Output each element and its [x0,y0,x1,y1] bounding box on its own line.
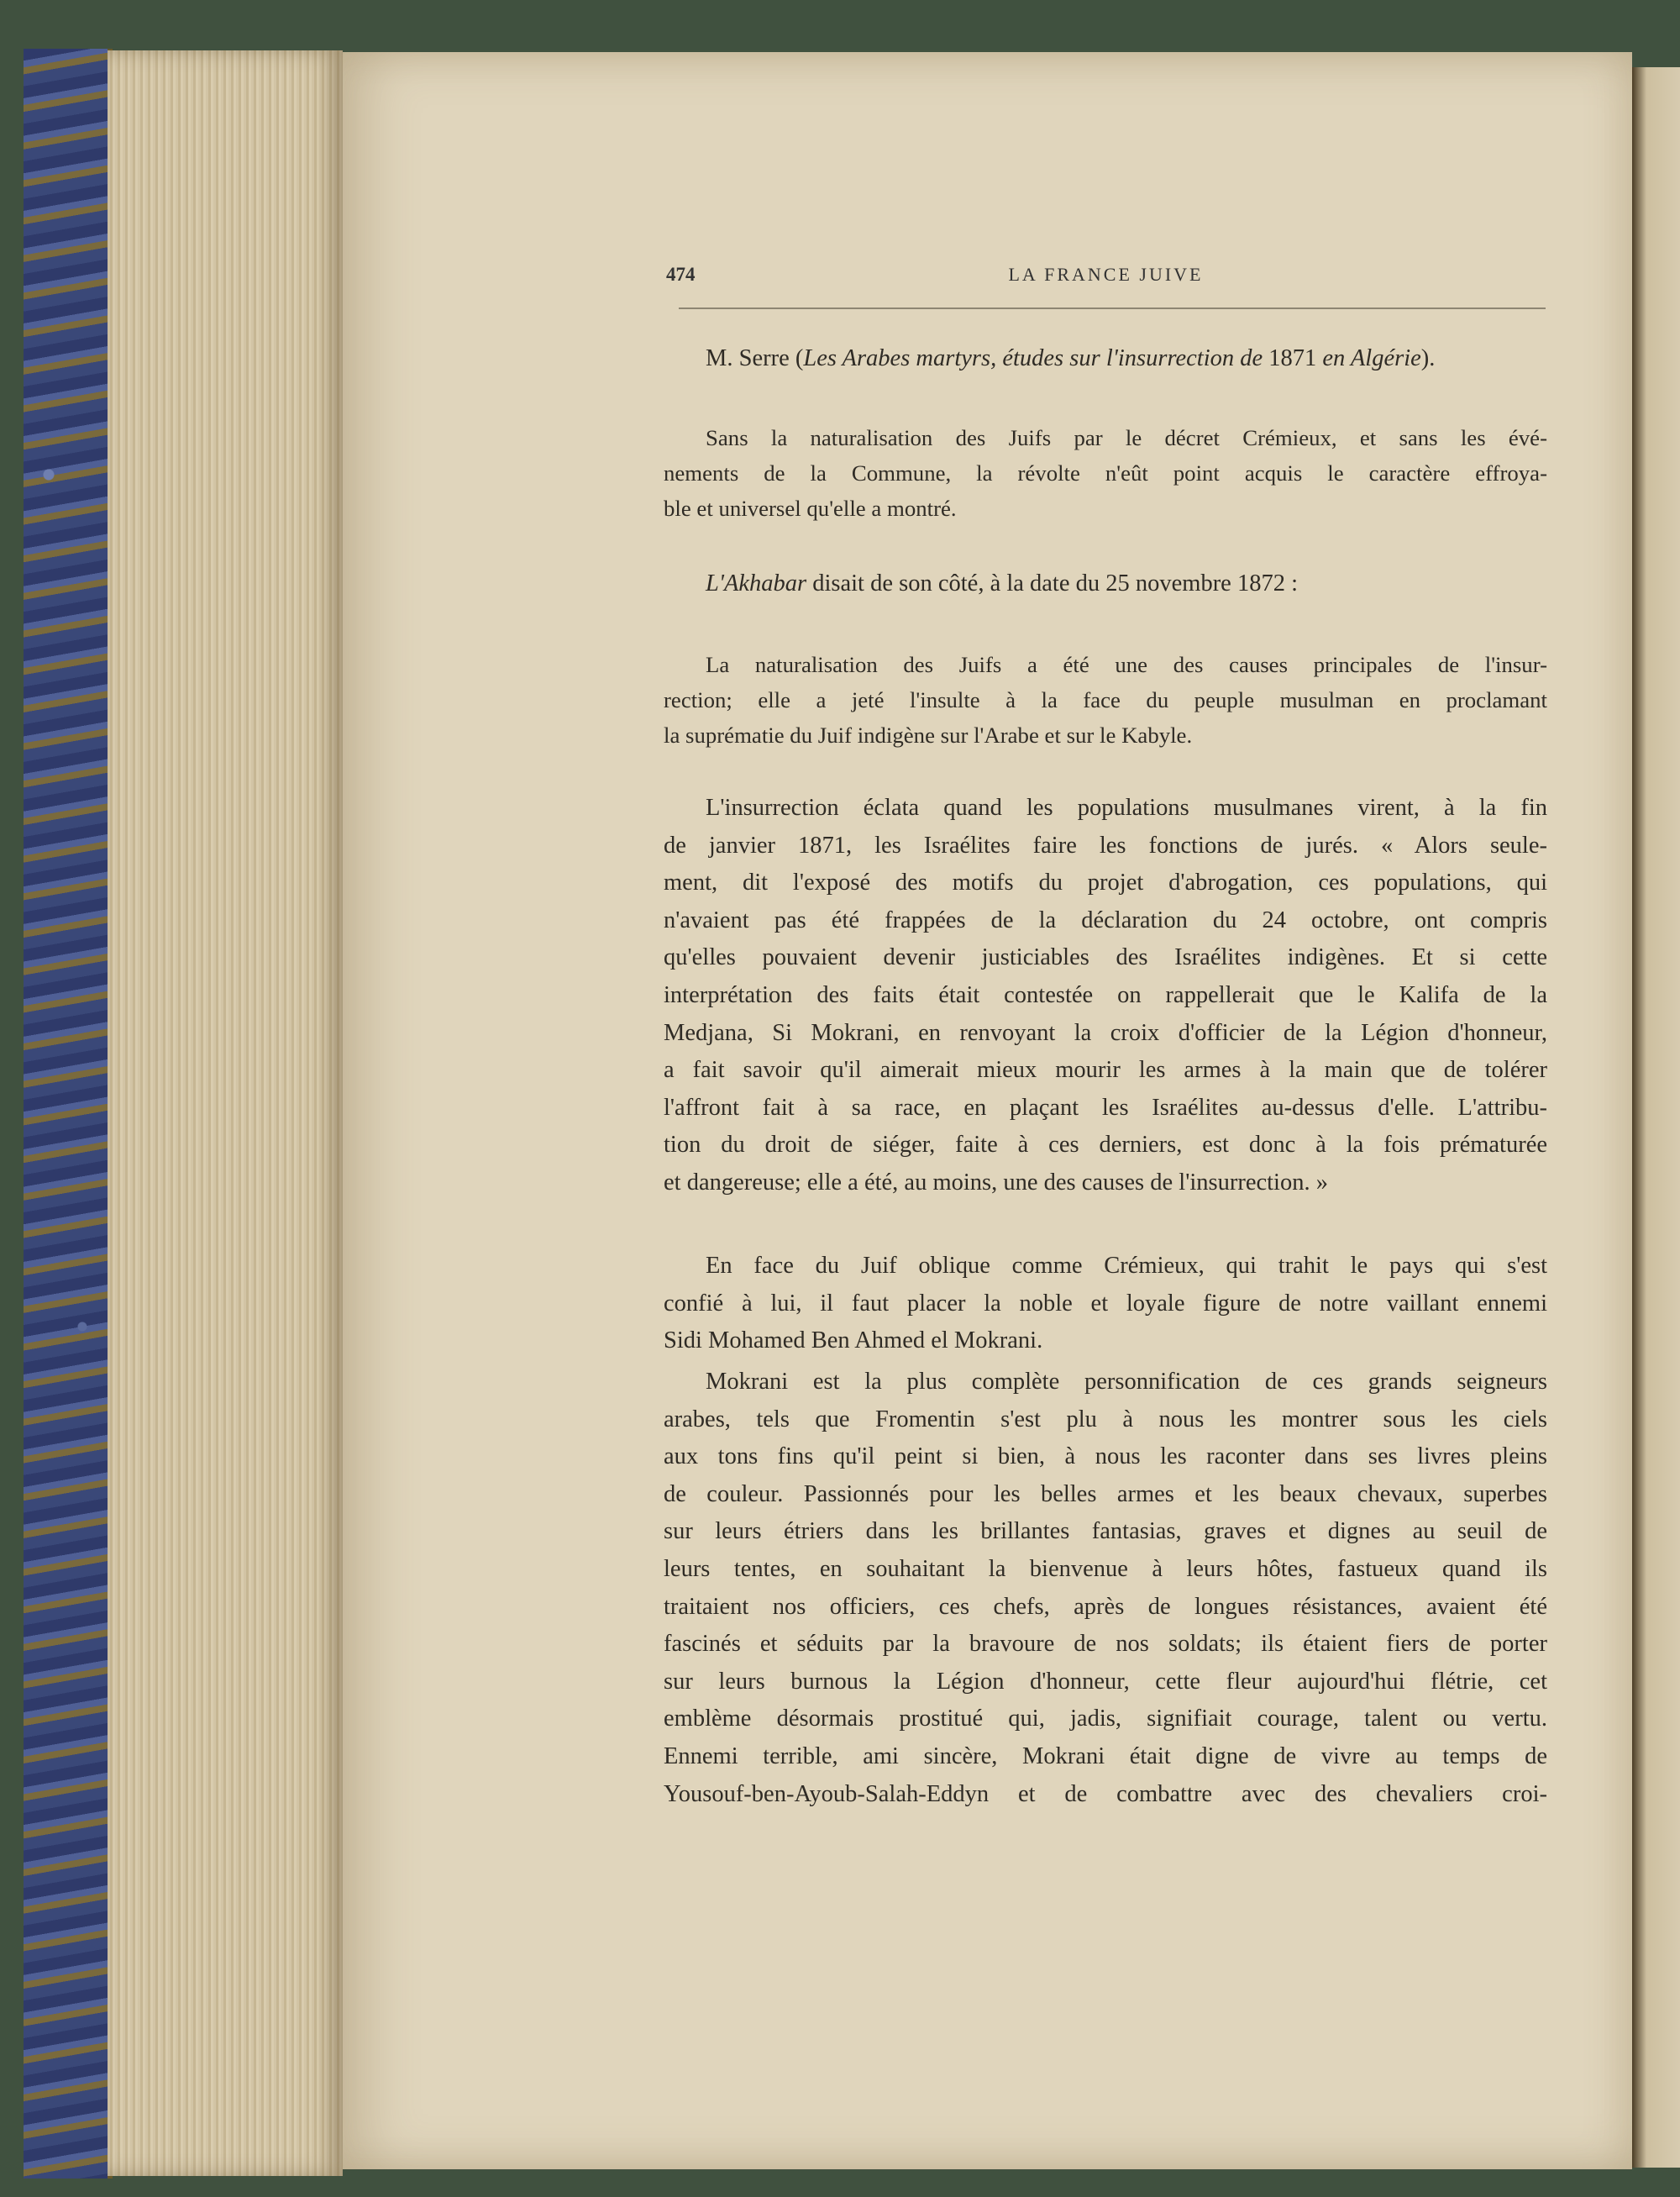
page-number: 474 [666,264,696,285]
akhabar-intro: L'Akhabar disait de son côté, à la date du 25 novembre 1872 : [706,570,1298,597]
paragraph-insurrection: L'insurrection éclata quand les populations musulmanes virent, à la fin de janvier 1871, les Israélites faire les fonctions de jurés. « Alors seule- ment, dit l'exposé des motifs du projet d'abrogation, ces populations, qui n'avaient pas été frappées de la déclaration du 24 octobre, ont compris qu'elles pouvaient devenir justiciables des Israélites indigènes. Et si cette interprétation des faits était contestée on rappellerait que le Kalifa de la Medjana, Si Mokrani, en renvoyant la croix d'officier de la Légion d'honneur, a fait savoir qu'il aimerait mieux mourir les armes à la main que de tolérer l'affront fait à sa race, en plaçant les Israélites au-dessus d'elle. L'attribu- tion du droit de siéger, faite à ces derniers, est donc à la fois prématurée et dangereuse; elle a été, au moins, une des causes de l'insurrection. » [664,795,1547,1196]
quote-akhabar: La naturalisation des Juifs a été une des causes principales de l'insur- rection; elle a jeté l'insulte à la face du peuple musulman en proclamant la suprématie du Juif indigène sur l'Arabe et sur le Kabyle. [664,652,1547,748]
page-edges [108,50,343,2176]
paragraph-cremieux: En face du Juif oblique comme Crémieux, qui trahit le pays qui s'est confié à lui, il faut placer la noble et loyale figure de notre vaillant ennemi Sidi Mohamed Ben Ahmed el Mokrani. [664,1253,1547,1354]
facing-page-edge [1632,67,1680,2168]
marbled-book-cover [24,49,113,2179]
running-title: LA FRANCE JUIVE [1008,264,1204,285]
citation-line: M. Serre (Les Arabes martyrs, études sur l'insurrection de 1871 en Algérie). [706,345,1436,371]
header-rule [679,307,1546,309]
page-header [666,264,1546,302]
paragraph-mokrani: Mokrani est la plus complète personnification de ces grands seigneurs arabes, tels que Fromentin s'est plu à nous les montrer sous les ciels aux tons fins qu'il peint si bien, à nous les raconter dans ses livres pleins de couleur. Passionnés pour les belles armes et les beaux chevaux, superbes sur leurs étriers dans les brillantes fantasias, graves et dignes au seuil de leurs tentes, en souhaitant la bienvenue à leurs hôtes, fastueux quand ils traitaient nos officiers, ces chefs, après de longues résistances, avaient été fascinés et séduits par la bravoure de nos soldats; ils étaient fiers de porter sur leurs burnous la Légion d'honneur, cette fleur aujourd'hui flétrie, cet emblème désormais prostitué qui, jadis, signifiait courage, talent ou vertu. Ennemi terrible, ami sincère, Mokrani était digne de vivre au temps de Yousouf-ben-Ayoub-Salah-Eddyn et de combattre avec des chevaliers croi- [664,1369,1547,1807]
quote-serre: Sans la naturalisation des Juifs par le décret Crémieux, et sans les évé- nements de la Commune, la révolte n'eût point acquis le caractère effroya- ble et universel qu'elle a montré. [664,425,1547,521]
